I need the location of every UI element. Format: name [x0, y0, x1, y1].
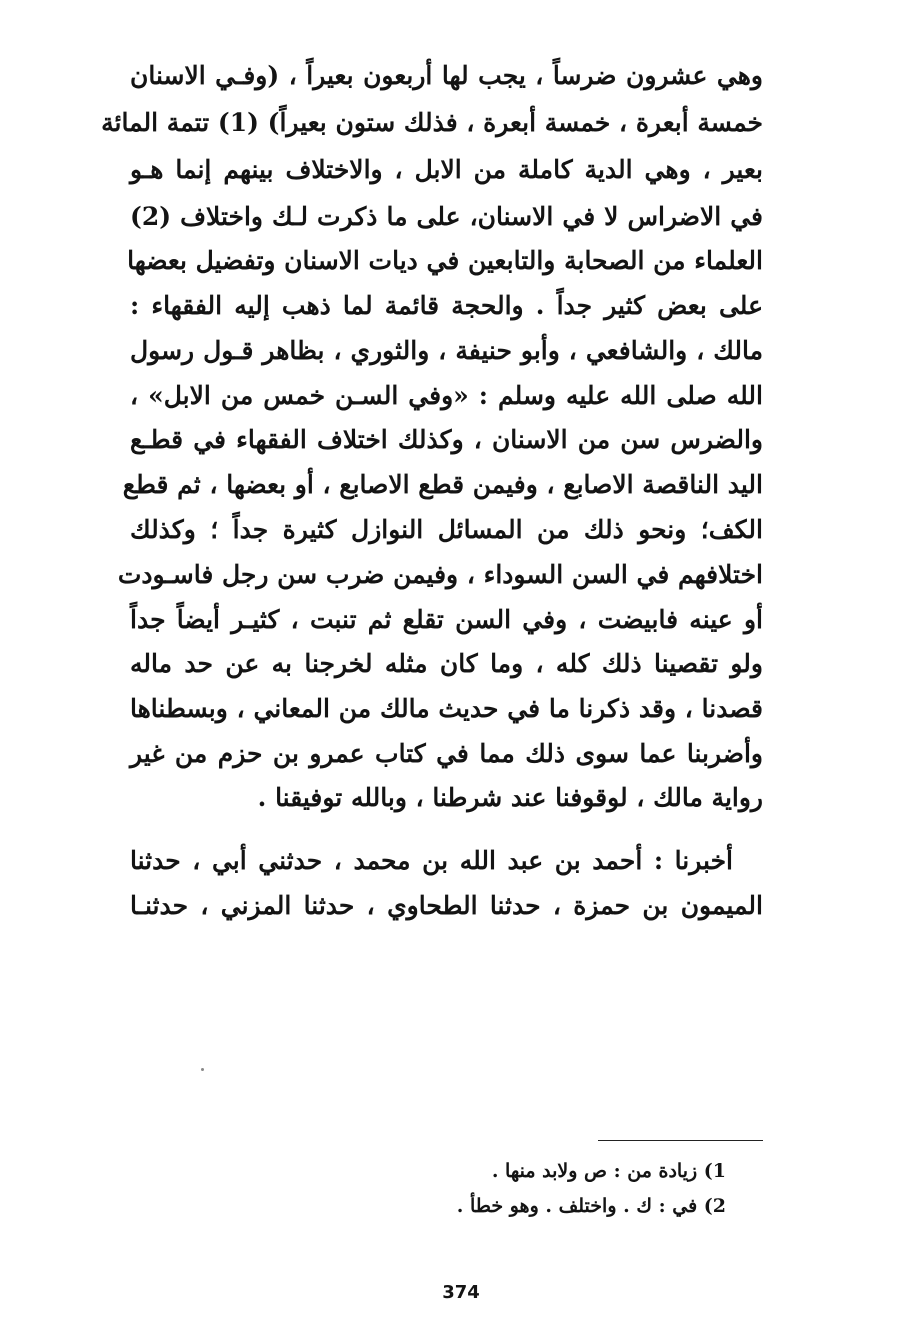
text-line: مالك ، والشافعي ، وأبو حنيفة ، والثوري ، بظاهر قـول رسول — [130, 336, 763, 365]
text-line: ولو تقصينا ذلك كله ، وما كان مثله لخرجنا به عن حد ماله — [130, 649, 763, 678]
text-line: أو عينه فابيضت ، وفي السن تقلع ثم تنبت ، كثيـر أيضاً جداً — [130, 605, 763, 634]
text-line: خمسة أبعرة ، خمسة أبعرة ، فذلك ستون بعيراً) (1) تتمة المائة — [101, 108, 763, 137]
text-line: الكف؛ ونحو ذلك من المسائل النوازل كثيرة جداً ؛ وكذلك — [130, 515, 763, 544]
scan-speck — [201, 1068, 204, 1071]
text-line: العلماء من الصحابة والتابعين في ديات الاسنان وتفضيل بعضها — [127, 246, 763, 275]
text-line: رواية مالك ، لوقوفنا عند شرطنا ، وبالله توفيقنا . — [257, 783, 763, 812]
text-line: اليد الناقصة الاصابع ، وفيمن قطع الاصابع ، أو بعضها ، ثم قطع — [122, 470, 763, 499]
text-line: على بعض كثير جداً . والحجة قائمة لما ذهب إليه الفقهاء : — [130, 291, 763, 320]
page-number: 374 — [442, 1282, 480, 1303]
text-line: وهي عشرون ضرساً ، يجب لها أربعون بعيراً ، (وفـي الاسنان — [130, 61, 763, 90]
text-line: الله صلى الله عليه وسلم : «وفي السـن خمس من الابل» ، — [130, 381, 763, 410]
text-line: اختلافهم في السن السوداء ، وفيمن ضرب سن رجل فاسـودت — [117, 560, 763, 589]
text-line: في الاضراس لا في الاسنان، على ما ذكرت لـك واختلاف (2) — [130, 202, 763, 231]
text-line: والضرس سن من الاسنان ، وكذلك اختلاف الفقهاء في قطـع — [130, 425, 763, 454]
footnote-divider — [598, 1140, 763, 1141]
text-line: قصدنا ، وقد ذكرنا ما في حديث مالك من المعاني ، وبسطناها — [130, 694, 763, 723]
footnote-1: 1) زيادة من : ص ولابد منها . — [491, 1160, 726, 1182]
text-line: الميمون بن حمزة ، حدثنا الطحاوي ، حدثنا المزني ، حدثنـا — [130, 891, 763, 920]
footnote-2: 2) في : ك . واختلف . وهو خطأ . — [456, 1195, 726, 1217]
text-line: وأضربنا عما سوى ذلك مما في كتاب عمرو بن حزم من غير — [130, 739, 763, 768]
text-line: بعير ، وهي الدية كاملة من الابل ، والاختلاف بينهم إنما هـو — [130, 155, 763, 184]
text-line: أخبرنا : أحمد بن عبد الله بن محمد ، حدثني أبي ، حدثنا — [130, 846, 733, 875]
